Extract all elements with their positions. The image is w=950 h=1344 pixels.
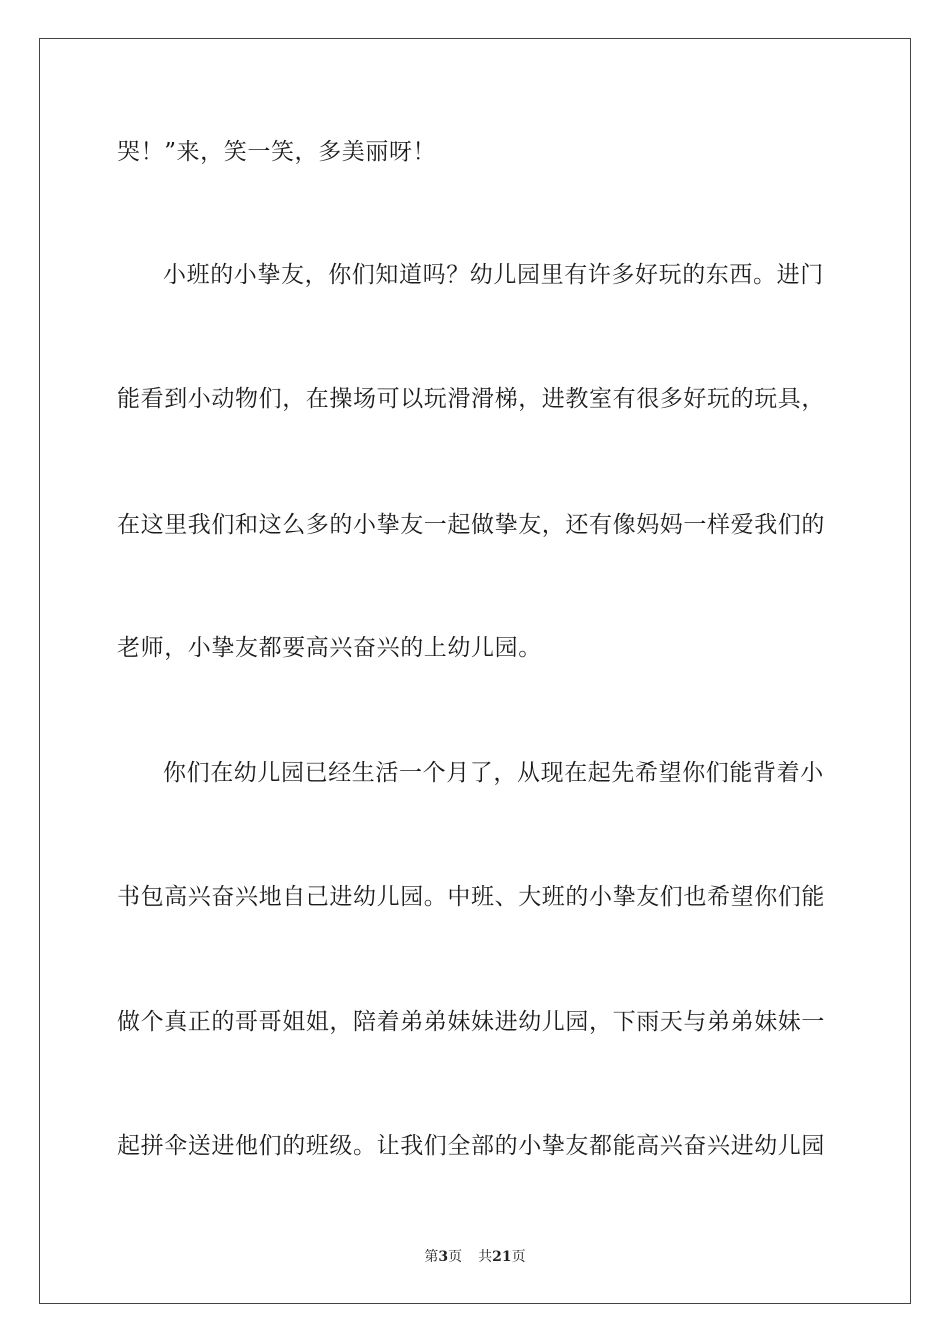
current-page-number: 3 — [438, 1249, 449, 1265]
body-text-line-5: 老师，小挚友都要高兴奋兴的上幼儿园。 — [117, 635, 542, 661]
body-text-line-8: 做个真正的哥哥姐姐，陪着弟弟妹妹进幼儿园，下雨天与弟弟妹妹一 — [117, 1009, 825, 1035]
body-text-line-7: 书包高兴奋兴地自己进幼儿园。中班、大班的小挚友们也希望你们能 — [117, 884, 825, 910]
total-pages-number: 21 — [492, 1249, 512, 1265]
page-label-suffix: 页 — [448, 1249, 463, 1265]
total-label-suffix: 页 — [511, 1249, 526, 1265]
body-text-line-3: 能看到小动物们，在操场可以玩滑滑梯，进教室有很多好玩的玩具， — [117, 386, 825, 412]
page-border — [39, 38, 911, 1304]
body-text-line-1: 哭！”来，笑一笑，多美丽呀！ — [117, 139, 437, 165]
page-footer — [0, 1248, 950, 1266]
body-text-line-6: 你们在幼儿园已经生活一个月了，从现在起先希望你们能背着小 — [163, 760, 824, 786]
body-text-line-4: 在这里我们和这么多的小挚友一起做挚友，还有像妈妈一样爱我们的 — [117, 512, 825, 538]
body-text-line-9: 起拼伞送进他们的班级。让我们全部的小挚友都能高兴奋兴进幼儿园 — [117, 1133, 825, 1159]
page-label-prefix: 第 — [424, 1249, 439, 1265]
total-label-prefix: 共 — [478, 1249, 493, 1265]
body-text-line-2: 小班的小挚友，你们知道吗？幼儿园里有许多好玩的东西。进门 — [163, 262, 824, 288]
